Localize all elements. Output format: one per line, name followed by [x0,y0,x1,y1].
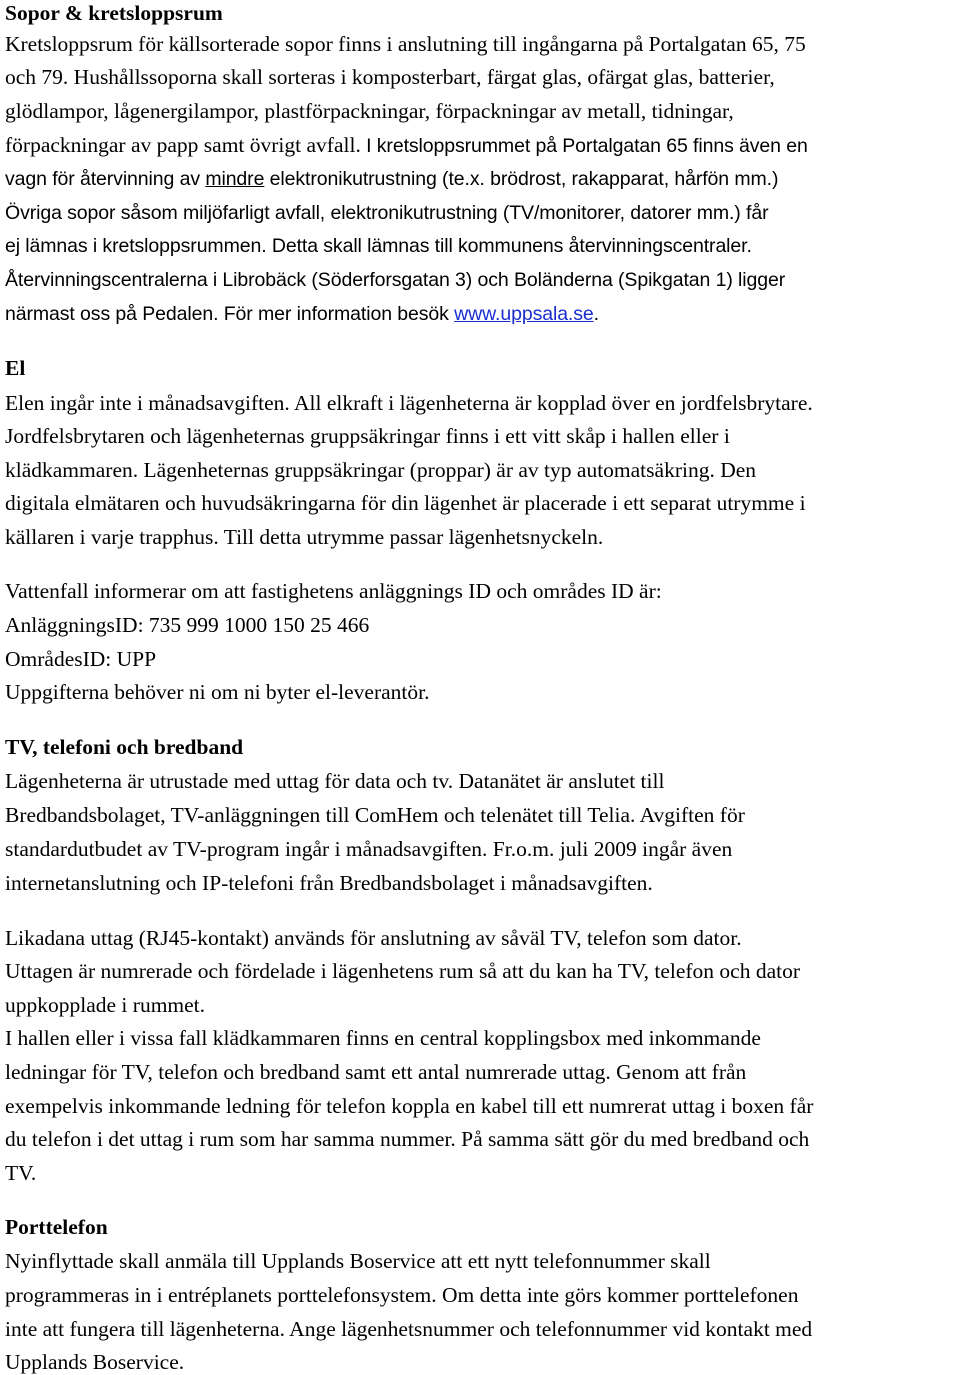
sopor-line-6: Övriga sopor såsom miljöfarligt avfall, elektronikutrustning (TV/monitorer, datorer mm.) får [5,202,769,224]
tv-line2-6: exempelvis inkommande ledning för telefon koppla en kabel till ett numrerat uttag i boxen får [5,1094,814,1118]
heading-sopor: Sopor & kretsloppsrum [5,1,223,25]
sopor-line-5-a: vagn för återvinning av [5,168,206,190]
sopor-line-5 [5,166,778,192]
sopor-line-7: ej lämnas i kretsloppsrummen. Detta skall lämnas till kommunens återvinningscentraler. [5,235,752,257]
sopor-line-4-serif: förpackningar av papp samt övrigt avfall. [5,133,361,157]
sopor-line-3: glödlampor, lågenergilampor, plastförpackningar, förpackningar av metall, tidningar, [5,99,734,123]
el-line-5: källaren i varje trapphus. Till detta utrymme passar lägenhetsnyckeln. [5,525,604,549]
heading-porttelefon: Porttelefon [5,1215,108,1239]
sopor-line-5-b: elektronikutrustning (te.x. brödrost, rakapparat, hårfön mm.) [264,168,779,190]
vattenfall-line-2: AnläggningsID: 735 999 1000 150 25 466 [5,613,370,637]
heading-tv: TV, telefoni och bredband [5,735,244,759]
el-line-2: Jordfelsbrytaren och lägenheternas gruppsäkringar finns i ett vitt skåp i hallen eller i [5,424,730,448]
porttelefon-line-2: programmeras in i entréplanets porttelefonsystem. Om detta inte görs kommer porttelefonen [5,1283,799,1307]
sopor-line-1: Kretsloppsrum för källsorterade sopor finns i anslutning till ingångarna på Portalgatan 65, 75 [5,32,806,56]
tv-line2-1: Likadana uttag (RJ45-kontakt) används för anslutning av såväl TV, telefon som dator. [5,926,742,950]
vattenfall-line-4: Uppgifterna behöver ni om ni byter el-leverantör. [5,680,430,704]
porttelefon-line-3: inte att fungera till lägenheterna. Ange lägenhetsnummer och telefonnummer vid kontakt med [5,1317,813,1341]
tv-line2-4: I hallen eller i vissa fall klädkammaren finns en central kopplingsbox med inkommande [5,1026,761,1050]
el-line-3: klädkammaren. Lägenheternas gruppsäkringar (proppar) är av typ automatsäkring. Den [5,458,757,482]
tv-line-4: internetanslutning och IP-telefoni från Bredbandsbolaget i månadsavgiften. [5,871,653,895]
sopor-line-4-sans: I kretsloppsrummet på Portalgatan 65 finns även en [360,135,808,157]
el-line-4: digitala elmätaren och huvudsäkringarna för din lägenhet är placerade i ett separat utrymme i [5,491,806,515]
uppsala-link[interactable]: www.uppsala.se [454,303,594,325]
el-line-1: Elen ingår inte i månadsavgiften. All elkraft i lägenheterna är kopplad över en jordfelsbrytare. [5,391,813,415]
tv-line2-2: Uttagen är numrerade och fördelade i lägenhetens rum så att du kan ha TV, telefon och dator [5,959,801,983]
sopor-line-9-period: . [593,303,599,325]
tv-line2-7: du telefon i det uttag i rum som har samma nummer. På samma sätt gör du med bredband och [5,1127,810,1151]
tv-line2-3: uppkopplade i rummet. [5,993,206,1017]
sopor-line-9-text: närmast oss på Pedalen. För mer information besök [5,303,455,325]
sopor-underlined-mindre: mindre [205,168,265,190]
sopor-line-8: Återvinningscentralerna i Librobäck (Söderforsgatan 3) och Boländerna (Spikgatan 1) ligger [5,269,786,291]
sopor-line-2: och 79. Hushållssoporna skall sorteras i komposterbart, färgat glas, ofärgat glas, batterier, [5,65,775,89]
porttelefon-line-4: Upplands Boservice. [5,1350,185,1374]
vattenfall-line-1: Vattenfall informerar om att fastighetens anläggnings ID och områdes ID är: [5,579,662,603]
sopor-line-4 [5,132,808,158]
tv-line-3: standardutbudet av TV-program ingår i månadsavgiften. Fr.o.m. juli 2009 ingår även [5,837,733,861]
tv-line2-8: TV. [5,1161,37,1185]
heading-el: El [5,356,26,380]
tv-line-1: Lägenheterna är utrustade med uttag för data och tv. Datanätet är anslutet till [5,769,665,793]
tv-line2-5: ledningar för TV, telefon och bredband samt ett antal numrerade uttag. Genom att från [5,1060,747,1084]
sopor-line-9 [5,301,599,327]
vattenfall-line-3: OmrådesID: UPP [5,647,157,671]
porttelefon-line-1: Nyinflyttade skall anmäla till Upplands Boservice att ett nytt telefonnummer skall [5,1249,711,1273]
tv-line-2: Bredbandsbolaget, TV-anläggningen till ComHem och telenätet till Telia. Avgiften för [5,803,745,827]
